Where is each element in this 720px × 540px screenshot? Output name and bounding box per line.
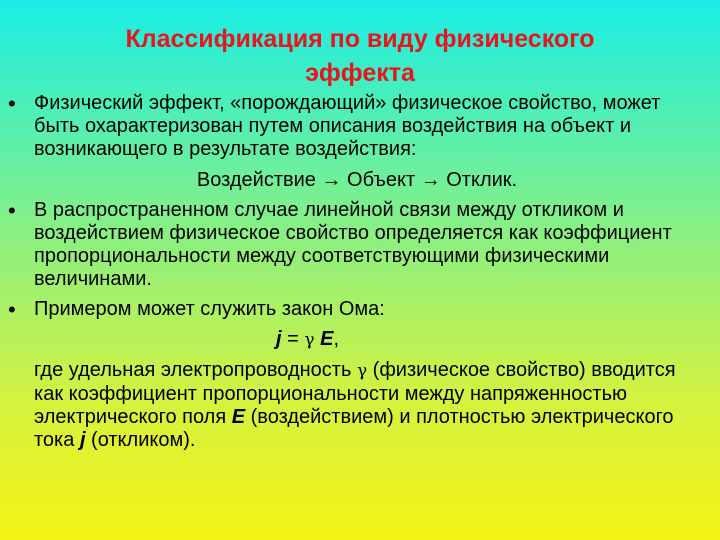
ohm-law-formula — [34, 328, 680, 352]
list-item — [0, 199, 720, 291]
explain-part-1: где удельная электропроводность — [34, 359, 357, 381]
explain-part-2: (физическое свойство) вводится как коэффициент пропорциональности между напряженностью электрического поля — [34, 359, 676, 428]
slide-title — [40, 22, 680, 90]
bullet-icon: • — [8, 91, 16, 116]
list-item — [0, 298, 720, 452]
formula-equals: = — [281, 328, 305, 350]
explain-e: E — [231, 406, 246, 428]
title-line-1: Классификация по виду физического — [125, 25, 595, 53]
item-text: Примером может служить закон Ома: — [34, 298, 385, 320]
explain-part-4: (откликом). — [85, 429, 196, 451]
formula-gamma: γ — [304, 330, 315, 350]
item-text: Физический эффект, «порождающий» физическое свойство, может быть охарактеризован путем описания воздействия на объект и возникающего в результате воздействия: — [34, 92, 661, 160]
bullet-icon: • — [8, 297, 16, 322]
list-item — [0, 92, 720, 192]
title-line-2: эффекта — [305, 59, 415, 87]
center-scheme: Воздействие → Объект → Отклик. — [196, 169, 518, 191]
formula-comma: , — [333, 328, 339, 350]
formula-j: j — [276, 328, 282, 350]
explanation-text — [34, 359, 680, 452]
slide-content — [0, 92, 720, 459]
explain-part-3: (воздействием) и плотностью электрического тока — [34, 406, 674, 451]
bullet-icon: • — [8, 198, 16, 223]
formula-e: E — [320, 328, 334, 350]
explain-j: j — [79, 429, 86, 451]
item-text: В распространенном случае линейной связи между откликом и воздействием физическое свойство определяется как коэффициент пропорциональности между соответствующими физическими величинами. — [34, 199, 672, 290]
explain-gamma: γ — [356, 361, 368, 381]
